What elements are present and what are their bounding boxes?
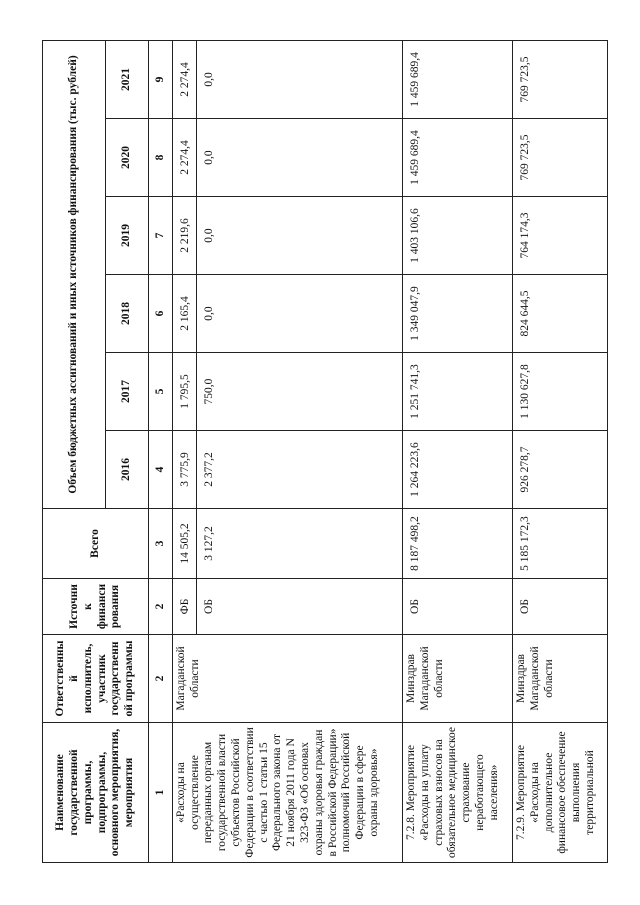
total-cell: 5 185 172,3 [512,509,607,579]
value-cell: 769 723,5 [512,40,607,118]
column-number: 1 [149,723,173,863]
column-number: 2 [149,635,173,723]
column-number: 9 [149,40,173,118]
value-cell: 1 459 689,4 [403,40,513,118]
source-cell: ОБ [403,579,513,635]
column-number: 5 [149,353,173,431]
numbering-row [149,40,173,862]
header-total: Всего [43,509,149,579]
total-cell: 8 187 498,2 [403,509,513,579]
value-cell: 2 165,4 [172,275,197,353]
value-cell: 1 795,5 [172,353,197,431]
value-cell: 2 219,6 [172,197,197,275]
value-cell: 2 274,4 [172,119,197,197]
value-cell: 1 403 106,6 [403,197,513,275]
value-cell: 769 723,5 [512,119,607,197]
value-cell: 1 349 047,9 [403,275,513,353]
value-cell: 1 130 627,8 [512,353,607,431]
header-source: Источник финансирования [43,579,149,635]
value-cell: 0,0 [197,40,403,118]
column-number: 6 [149,275,173,353]
table-row [403,40,513,862]
header-year: 2019 [105,197,148,275]
source-cell: ОБ [512,579,607,635]
value-cell: 2 377,2 [197,431,403,509]
financing-table [42,40,608,863]
source-cell: ОБ [197,579,403,635]
column-number: 8 [149,119,173,197]
executor-cell: Минздрав Магаданской области [512,635,607,723]
value-cell: 0,0 [197,197,403,275]
column-number: 4 [149,431,173,509]
value-cell: 1 459 689,4 [403,119,513,197]
value-cell: 1 264 223,6 [403,431,513,509]
source-cell: ФБ [172,579,197,635]
value-cell: 0,0 [197,275,403,353]
executor-cell: Минздрав Магаданской области [403,635,513,723]
header-year: 2018 [105,275,148,353]
header-program-name: Наименование государственной программы, подпрограммы, основного мероприятия, мероприятия [43,723,149,863]
value-cell: 750,0 [197,353,403,431]
table-row [172,40,197,862]
value-cell: 2 274,4 [172,40,197,118]
column-number: 7 [149,197,173,275]
value-cell: 0,0 [197,119,403,197]
header-year: 2017 [105,353,148,431]
program-name-cell: «Расходы на осуществление переданных органам государственной власти субъектов Российской Федерации в соответствии с частью 1 статьи 15 Федерального закона от 21 ноября 2011 года N 323-ФЗ «Об основах охраны здоровья граждан в Российской Федерации» полномочий Российской Федерации в сфере охраны здоровья» [172,723,402,863]
column-number: 3 [149,509,173,579]
total-cell: 14 505,2 [172,509,197,579]
value-cell: 1 251 741,3 [403,353,513,431]
column-number: 2 [149,579,173,635]
value-cell: 824 644,5 [512,275,607,353]
rotated-table-page [42,45,608,863]
header-funding-group: Объем бюджетных ассигнований и иных источников финансирования (тыс. рублей) [43,40,106,508]
value-cell: 926 278,7 [512,431,607,509]
header-year: 2020 [105,119,148,197]
executor-cell: Магаданской области [172,635,402,723]
program-name-cell: 7.2.9. Мероприятие «Расходы на дополнительное финансовое обеспечение выполнения территориальной [512,723,607,863]
header-year: 2016 [105,431,148,509]
header-year: 2021 [105,40,148,118]
value-cell: 764 174,3 [512,197,607,275]
program-name-cell: 7.2.8. Мероприятие «Расходы на уплату страховых взносов на обязательное медицинское страхование неработающего населения» [403,723,513,863]
value-cell: 3 775,9 [172,431,197,509]
total-cell: 3 127,2 [197,509,403,579]
table-row [512,40,607,862]
header-executor: Ответственный исполнитель, участник государственной программы [43,635,149,723]
